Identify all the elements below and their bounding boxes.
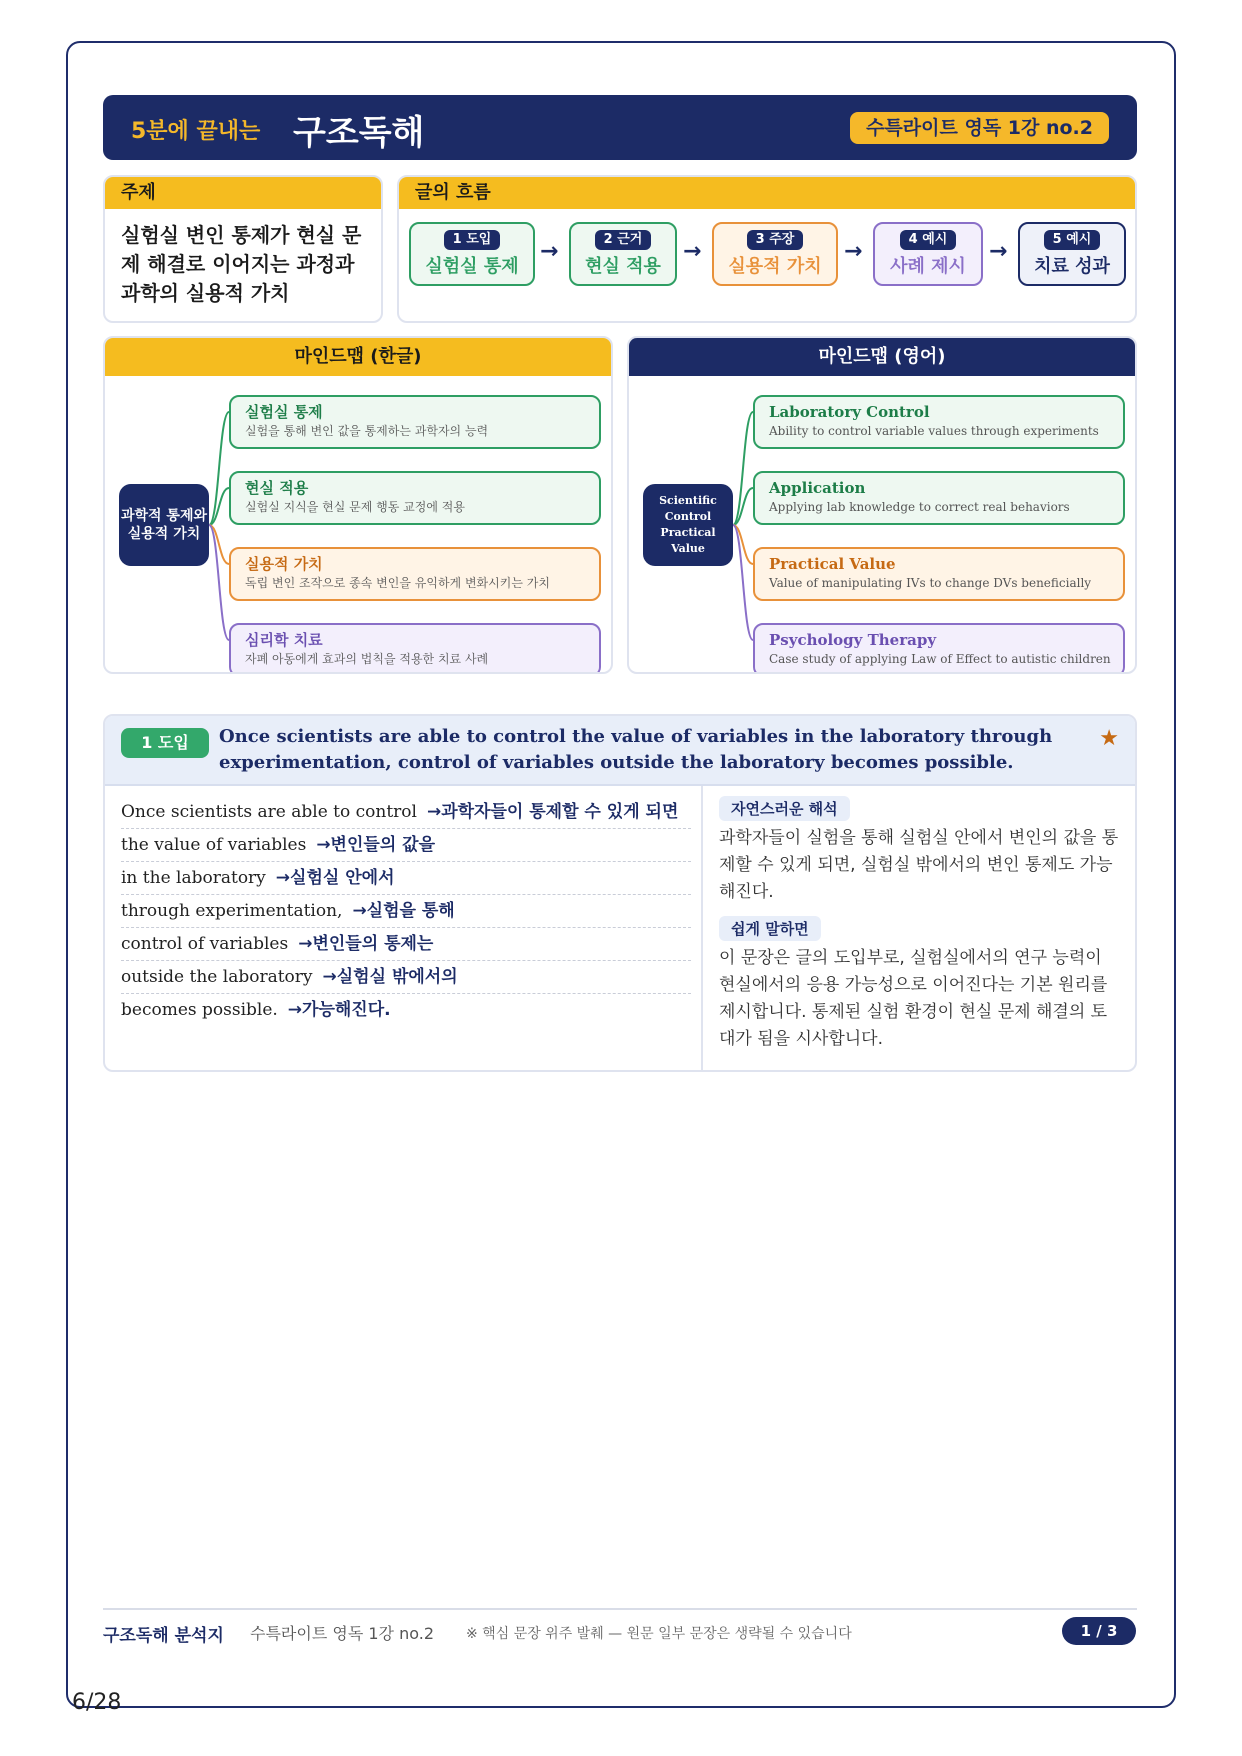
chunk-ko: →가능해진다.	[287, 1000, 391, 1020]
node-desc: 실험을 통해 변인 값을 통제하는 과학자의 능력	[245, 424, 489, 438]
node-title: Application	[769, 479, 866, 497]
node-desc: Value of manipulating IVs to change DVs beneficially	[769, 576, 1092, 590]
chunk-row	[121, 994, 691, 1026]
flow-arrow-icon: →	[844, 239, 863, 264]
chunk-en: becomes possible.	[121, 1000, 278, 1020]
interpretation-panel	[719, 796, 1123, 1063]
column-divider	[701, 786, 703, 1072]
node-desc: Ability to control variable values through experiments	[769, 424, 1099, 438]
chunk-ko: →실험실 밖에서의	[322, 967, 458, 987]
flow-step-label: 실험실 통제	[425, 256, 519, 277]
chunk-ko: →실험실 안에서	[275, 868, 395, 888]
chunk-en: outside the laboratory	[121, 967, 313, 987]
mindmap-node	[229, 395, 601, 449]
page-header	[103, 95, 1137, 160]
flow-step-num: 4 예시	[900, 230, 957, 250]
node-title: Laboratory Control	[769, 403, 930, 421]
mindmap-node	[229, 623, 601, 674]
chunk-en: in the laboratory	[121, 868, 266, 888]
flow-step-num: 5 예시	[1044, 230, 1101, 250]
chunk-row	[121, 829, 691, 862]
natural-text: 과학자들이 실험을 통해 실험실 안에서 변인의 값을 통제할 수 있게 되면, 실험실 밖에서의 변인 통제도 가능해진다.	[719, 828, 1119, 902]
chunk-row	[121, 895, 691, 928]
flow-box	[397, 175, 1137, 323]
mindmap-node	[753, 395, 1125, 449]
node-desc: 자폐 아동에게 효과의 법칙을 적용한 치료 사례	[245, 652, 489, 666]
chunk-ko: →변인들의 값을	[316, 835, 436, 855]
footer-page: 1 / 3	[1062, 1617, 1136, 1645]
mindmap-korean	[103, 336, 613, 674]
chunk-en: control of variables	[121, 934, 289, 954]
chunk-ko: →실험을 통해	[352, 901, 455, 921]
sentence-tag: 1 도입	[121, 728, 209, 758]
flow-step-3	[712, 222, 838, 286]
node-title: 실용적 가치	[245, 555, 323, 573]
node-title: Practical Value	[769, 555, 896, 573]
flow-step-2	[569, 222, 677, 286]
flow-label: 글의 흐름	[399, 177, 1135, 209]
node-title: Psychology Therapy	[769, 631, 937, 649]
chunk-row	[121, 796, 691, 829]
flow-step-label: 실용적 가치	[728, 256, 822, 277]
node-title: 현실 적용	[245, 479, 309, 497]
node-desc: Applying lab knowledge to correct real behaviors	[769, 500, 1070, 514]
mindmap-node	[753, 547, 1125, 601]
mindmap-node	[753, 471, 1125, 525]
node-title: 실험실 통제	[245, 403, 323, 421]
page-counter: 6/28	[72, 1690, 122, 1715]
flow-arrow-icon: →	[540, 239, 559, 264]
sentence-header	[105, 716, 1135, 786]
mindmap-node	[229, 547, 601, 601]
topic-box	[103, 175, 383, 323]
flow-step-label: 치료 성과	[1034, 256, 1110, 277]
topic-label: 주제	[105, 177, 381, 209]
mindmap-center: 과학적 통제와 실용적 가치	[119, 484, 209, 566]
footer-source: 수특라이트 영독 1강 no.2	[250, 1624, 434, 1643]
node-desc: 독립 변인 조작으로 종속 변인을 유익하게 변화시키는 가치	[245, 576, 550, 590]
flow-step-label: 현실 적용	[585, 256, 661, 277]
mindmap-english-label: 마인드맵 (영어)	[629, 338, 1135, 376]
footer-brand: 구조독해 분석지	[103, 1626, 224, 1646]
header-title: 구조독해	[293, 113, 425, 153]
node-desc: 실험실 지식을 현실 문제 행동 교정에 적용	[245, 500, 465, 514]
mindmap-node	[229, 471, 601, 525]
mindmap-node	[753, 623, 1125, 674]
flow-step-1	[409, 222, 535, 286]
node-desc: Case study of applying Law of Effect to autistic children	[769, 652, 1111, 666]
mindmap-english	[627, 336, 1137, 674]
chunk-list	[121, 796, 691, 1026]
header-subtitle: 5분에 끝내는	[131, 119, 261, 144]
chunk-ko: →과학자들이 통제할 수 있게 되면	[426, 802, 679, 822]
chunk-row	[121, 928, 691, 961]
easy-title: 쉽게 말하면	[719, 916, 821, 941]
sentence-card	[103, 714, 1137, 1072]
flow-arrow-icon: →	[989, 239, 1008, 264]
star-icon: ★	[1099, 726, 1119, 751]
natural-title: 자연스러운 해석	[719, 796, 850, 821]
flow-arrow-icon: →	[683, 239, 702, 264]
chunk-row	[121, 961, 691, 994]
node-title: 심리학 치료	[245, 631, 323, 649]
chunk-ko: →변인들의 통제는	[298, 934, 434, 954]
sentence-text: Once scientists are able to control the value of variables in the laboratory through experimentation, control of variables outside the laboratory becomes possible.	[219, 726, 1053, 773]
mindmap-center: Scientific Control Practical Value	[643, 484, 733, 566]
footer-note: ※ 핵심 문장 위주 발췌 — 원문 일부 문장은 생략될 수 있습니다	[466, 1626, 852, 1642]
flow-step-label: 사례 제시	[890, 256, 966, 277]
chunk-en: Once scientists are able to control	[121, 802, 417, 822]
footer-divider	[103, 1608, 1137, 1610]
easy-text: 이 문장은 글의 도입부로, 실험실에서의 연구 능력이 현실에서의 응용 가능성으로 이어진다는 기본 원리를 제시합니다. 통제된 실험 환경이 현실 문제 해결의 토대가 됨을 시사합니다.	[719, 948, 1108, 1049]
chunk-en: through experimentation,	[121, 901, 343, 921]
topic-text: 실험실 변인 통제가 현실 문제 해결로 이어지는 과정과 과학의 실용적 가치	[121, 223, 362, 305]
chunk-en: the value of variables	[121, 835, 307, 855]
source-badge: 수특라이트 영독 1강 no.2	[850, 112, 1109, 144]
flow-step-5	[1018, 222, 1126, 286]
flow-step-num: 3 주장	[747, 230, 804, 250]
chunk-row	[121, 862, 691, 895]
flow-step-num: 2 근거	[595, 230, 652, 250]
flow-step-num: 1 도입	[444, 230, 501, 250]
flow-step-4	[873, 222, 983, 286]
mindmap-korean-label: 마인드맵 (한글)	[105, 338, 611, 376]
